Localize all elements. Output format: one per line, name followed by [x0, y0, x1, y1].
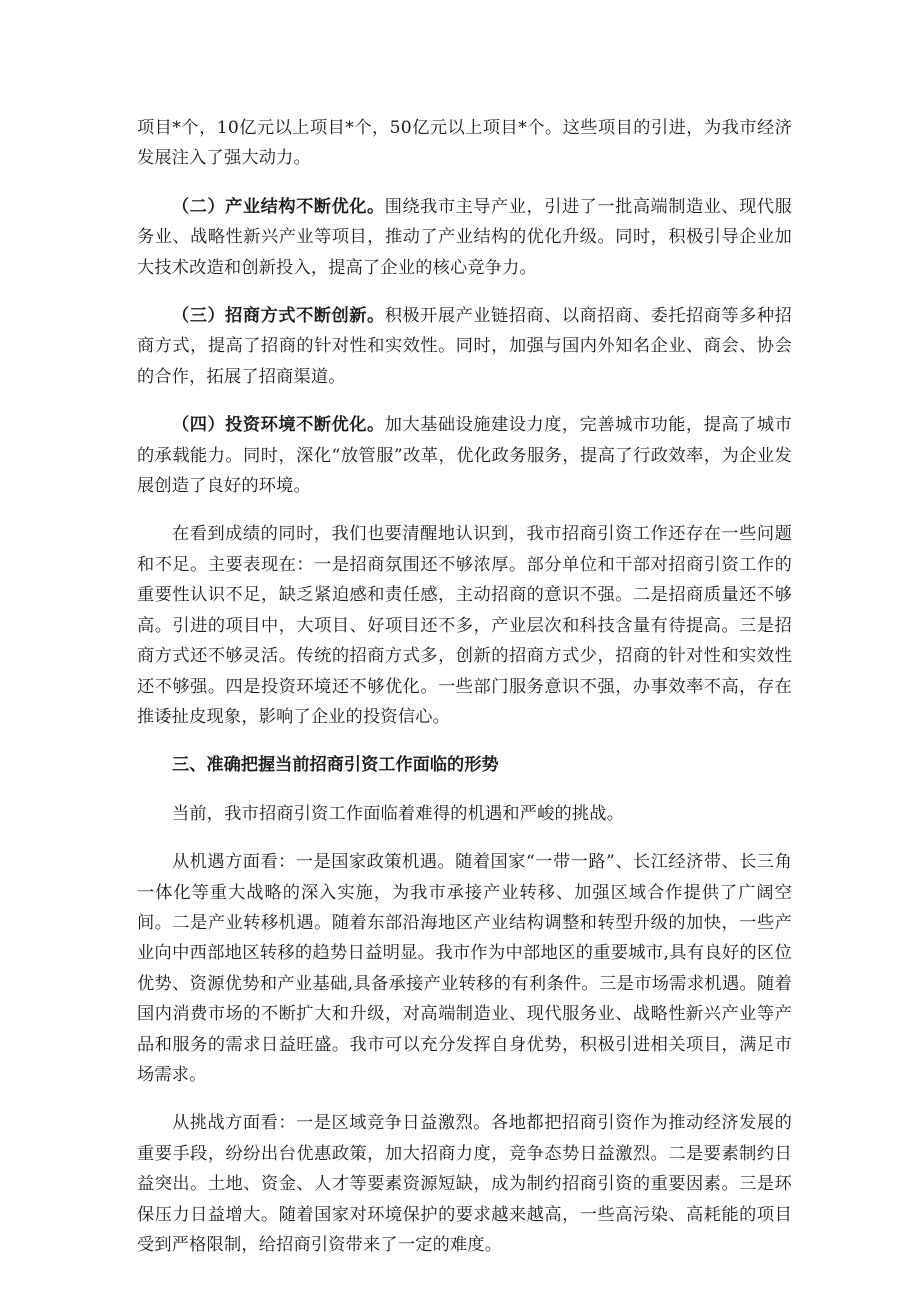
paragraph-investment-methods: [137, 301, 792, 392]
paragraph-lead: （三）招商方式不断创新。: [172, 306, 385, 327]
paragraph-text: 项目*个，10亿元以上项目*个，50亿元以上项目*个。这些项目的引进，为我市经济发展注入了强大动力。: [137, 118, 792, 169]
paragraph-text: 加大基础设施建设力度，完善城市功能，提高了城市的承载能力。同时，深化“放管服”改革，优化政务服务，提高了行政效率，为企业发展创造了良好的环境。: [137, 415, 792, 497]
paragraph-text: 从机遇方面看：一是国家政策机遇。随着国家“一带一路”、长江经济带、长三角一体化等重大战略的深入实施，为我市承接产业转移、加强区域合作提供了广阔空间。二是产业转移机遇。随着东部沿海地区产业结构调整和转型升级的加快，一些产业向中西部地区转移的趋势日益明显。我市作为中部地区的重要城市,具有良好的区位优势、资源优势和产业基础,具备承接产业转移的有利条件。三是市场需求机遇。随着国内消费市场的不断扩大和升级，对高端制造业、现代服务业、战略性新兴产业等产品和服务的需求日益旺盛。我市可以充分发挥自身优势，积极引进相关项目，满足市场需求。: [137, 852, 792, 1085]
paragraph-text: 积极开展产业链招商、以商招商、委托招商等多种招商方式，提高了招商的针对性和实效性。同时，加强与国内外知名企业、商会、协会的合作，拓展了招商渠道。: [137, 306, 792, 387]
paragraph-situation-intro: [137, 799, 792, 829]
paragraph-text: 围绕我市主导产业，引进了一批高端制造业、现代服务业、战略性新兴产业等项目，推动了产业结构的优化升级。同时，积极引导企业加大技术改造和创新投入，提高了企业的核心竞争力。: [137, 196, 792, 278]
paragraph-problems: [137, 519, 792, 732]
paragraph-text: 在看到成绩的同时，我们也要清醒地认识到，我市招商引资工作还存在一些问题和不足。主要表现在：一是招商氛围还不够浓厚。部分单位和干部对招商引资工作的重要性认识不足，缺乏紧迫感和责任感，主动招商的意识不强。二是招商质量还不够高。引进的项目中，大项目、好项目还不多，产业层次和科技含量有待提高。三是招商方式还不够灵活。传统的招商方式多，创新的招商方式少，招商的针对性和实效性还不够强。四是投资环境还不够优化。一些部门服务意识不强，办事效率不高，存在推诿扯皮现象，影响了企业的投资信心。: [137, 524, 792, 727]
paragraph-text: 从挑战方面看：一是区域竞争日益激烈。各地都把招商引资作为推动经济发展的重要手段，纷纷出台优惠政策，加大招商力度，竞争态势日益激烈。二是要素制约日益突出。土地、资金、人才等要素资源短缺，成为制约招商引资的重要因素。三是环保压力日益增大。随着国家对环境保护的要求越来越高，一些高污染、高耗能的项目受到严格限制，给招商引资带来了一定的难度。: [137, 1113, 792, 1255]
paragraph-text: 当前，我市招商引资工作面临着难得的机遇和严峻的挑战。: [172, 803, 625, 824]
paragraph-opportunities: [137, 847, 792, 1090]
paragraph-investment-environment: [137, 410, 792, 501]
paragraph-lead: （二）产业结构不断优化。: [172, 196, 385, 217]
paragraph-continued: [137, 113, 792, 174]
document-page: [137, 113, 792, 1278]
paragraph-industry-structure: [137, 192, 792, 283]
paragraph-lead: （四）投资环境不断优化。: [172, 415, 385, 436]
paragraph-challenges: [137, 1108, 792, 1260]
section-heading: 三、准确把握当前招商引资工作面临的形势: [172, 755, 499, 776]
